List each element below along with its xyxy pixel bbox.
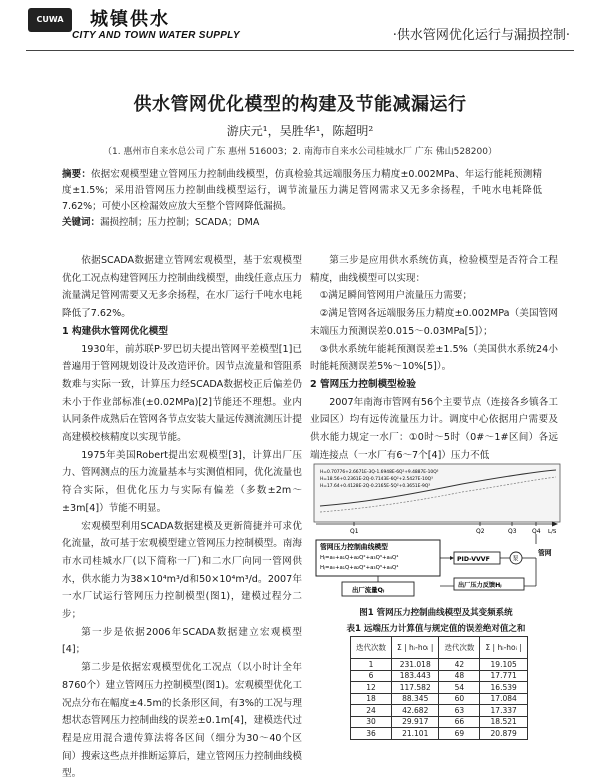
table-cell: 117.582 [392,682,439,694]
table-header-cell: Σ | hᵢ-hoᵢ | [392,637,439,659]
table-row [351,659,528,671]
point-label-q2: Q2 [476,528,485,535]
table-cell: 17.771 [480,670,527,682]
figure-1 [312,462,562,600]
model-box-title: 管网压力控制曲线模型 [320,543,388,551]
axis-unit-label: L/S [548,529,557,535]
table-cell: 48 [439,670,480,682]
table-cell: 24 [351,705,392,717]
table-cell: 12 [351,682,392,694]
article-affiliations: （1. 惠州市自来水总公司 广东 惠州 516003；2. 南海市自来水公司桂城水厂 广东 佛山528200） [103,147,497,157]
table-cell: 17.337 [480,705,527,717]
flow-label: 出厂流量Qⱼ [352,586,385,594]
table-cell: 88.345 [392,693,439,705]
model-box-formula-2: Hⱼ=a₀+a₁Q+a₂Q²+a₃Q³+a₄Q⁴ [320,565,399,571]
table-cell: 18.521 [480,716,527,728]
table-header-cell: 迭代次数 [439,637,480,659]
article-title: 供水管网优化模型的构建及节能减漏运行 [133,94,467,115]
table-cell: 69 [439,728,480,740]
table-cell: 21.101 [392,728,439,740]
table-row [351,705,528,717]
table-cell: 231.018 [392,659,439,671]
table-row [351,728,528,740]
keywords [62,214,259,228]
point-label-q3: Q3 [508,528,517,535]
table-cell: 63 [439,705,480,717]
table-cell: 42 [439,659,480,671]
section-heading: 1 构建供水管网优化模型 [62,325,168,337]
table-cell: 60 [439,693,480,705]
table-cell: 54 [439,682,480,694]
table-row [351,693,528,705]
paragraph: 第一步是依据2006年SCADA数据建立宏观模型[4]； [62,626,302,656]
formula-mid: H=18.56+0.2361E-2Q-0.7143E-6Q²+2.5427E-10Q³ [320,477,433,482]
abstract-label: 摘要： [62,169,92,180]
keywords-label: 关键词： [62,217,101,228]
running-head: ·供水管网优化运行与漏损控制· [392,28,570,43]
point-label-q4: Q4 [532,528,541,535]
formula-low: H=17.64+0.4128E-2Q-0.2165E-5Q²+0.3651E-9Q³ [320,484,431,489]
journal-name-cn: 城镇供水 [90,9,170,30]
paragraph: 第三步是应用供水系统仿真，检验模型是否符合工程精度，曲线模型可以实现： [310,255,558,284]
abstract-text: 依据宏观模型建立管网压力控制曲线模型，仿真检验其远端服务压力精度±0.002MPa、年运行能耗预测精度±1.5%；采用沿管网压力控制曲线模型运行，调节流量压力满足管网需求又无多余扬程，千吨水电耗降低7.62%；可使小区检漏效应放大至整个管网降低漏损。 [62,169,542,212]
table-row [351,716,528,728]
pump-label: 泵 [512,555,519,563]
paragraph: 第二步是依据宏观模型优化工况点（以小时计全年8760个）建立管网压力控制模型(图1)。宏观模型优化工况点分布在幅度±4.5m的长条形区间，有3%的工况与理想状态管网压力控制曲线的误差±0.1m[4]，建模迭代过程是应用混合遗传算法将各区间（细分为30～40个区间）搜索这些点并推断运算后，建立管网压力控制曲线模型。 [62,662,302,780]
paragraph: 1975年美国Robert提出宏观模型[3]，计算出厂压力、管网测点的压力流量基本与实测值相同，优化流量也符合实际，但优化压力与实际有偏差（多数±2m～±3m[4]）节能不明显。 [62,449,302,514]
table-1-caption: 表1 远端压力计算值与规定值的误差绝对值之和 [346,624,526,634]
page-header [0,0,600,52]
table-cell: 16.539 [480,682,527,694]
paragraph: 宏观模型利用SCADA数据建模及更新简捷并可求优化流量，故可基于宏观模型建立管网压力控制模型。南海市水司桂城水厂(以下简称一厂)和二水厂向同一管网供水，供水能力为38×10⁴m³/d和50×10⁴m³/d。2007年一水厂试运行管网压力控制模型(图1)，建模过程分二步； [62,520,302,621]
table-row [351,670,528,682]
table-cell: 30 [351,716,392,728]
table-cell: 20.879 [480,728,527,740]
table-cell: 18 [351,693,392,705]
table-header-cell: Σ | hᵢ-hoᵢ | [480,637,527,659]
paragraph: ②满足管网各远端服务压力精度±0.002MPa（美国管网末端压力预测误差0.015～0.03MPa[5]）； [310,308,558,337]
table-cell: 6 [351,670,392,682]
table-header-row [351,637,528,659]
pid-label: PID-VVVF [457,556,490,563]
table-cell: 17.084 [480,693,527,705]
network-label: 管网 [538,549,552,557]
article-authors: 游庆元¹，吴胜华¹，陈超明² [226,124,374,138]
point-label-q1: Q1 [350,528,359,535]
formula-top: H=0.70776+2.6671E-3Q-1.6948E-6Q²+9.4887E-10Q³ [320,470,439,475]
section-heading: 2 管网压力控制模型检验 [310,378,416,390]
left-column [62,252,302,783]
table-cell: 42.682 [392,705,439,717]
journal-name-en: CITY AND TOWN WATER SUPPLY [72,30,240,41]
journal-logo-badge: CUWA [28,8,72,32]
table-cell: 1 [351,659,392,671]
figure-1-caption: 图1 管网压力控制曲线模型及其变频系统 [359,608,513,618]
paragraph: 1930年，前苏联P·罗巴切夫提出管网平差模型[1]已普遍用于管网规划设计及改造评价。因节点流量和管阻系数难与实际一致，计算压力经SCADA数据校正后偏差仍未小于作业部标准(±0.02MPa)[2]节能还不理想。业内认同条件成熟后在管网各节点安装大量远传测流测压计提高建模校核精度以实现节能。 [62,343,302,444]
paragraph: ③供水系统年能耗预测误差±1.5%（美国供水系统24小时能耗预测误差5%～10%[5]）。 [310,343,558,373]
paragraph: 依据SCADA数据建立管网宏观模型，基于宏观模型优化工况点构建管网压力控制曲线模型，曲线任意点压力流量满足管网需要又无多余扬程，在水厂运行千吨水电耗降低了7.62%。 [62,255,302,320]
table-cell: 66 [439,716,480,728]
model-box-formula-1: Hⱼ=a₀+a₁Q+a₂Q²+a₃Q³+a₄Q⁴ [320,555,399,561]
table-cell: 29.917 [392,716,439,728]
table-cell: 36 [351,728,392,740]
header-rule [26,50,574,51]
table-cell: 19.105 [480,659,527,671]
figure-1-diagram [312,462,562,600]
right-column [310,252,558,464]
feedback-label: 出厂压力反馈Hⱼ [458,582,502,589]
table-1 [350,636,528,740]
arrow-head-1 [450,556,454,560]
keywords-text: 漏损控制；压力控制；SCADA；DMA [100,217,260,228]
paragraph: 2007年南海市管网有56个主要节点（连接各乡镇各工业园区）均有远传流量压力计。调度中心依据用户需要及供水能力规定一水厂：①0时～5时（0#～1#区间）各远端连接点（一水厂有6～7个[4]）压力不低 [310,396,558,461]
table-cell: 183.443 [392,670,439,682]
paragraph: ①满足瞬间管网用户流量压力需要； [319,290,473,302]
abstract [62,167,542,215]
table-header-cell: 迭代次数 [351,637,392,659]
table-row [351,682,528,694]
